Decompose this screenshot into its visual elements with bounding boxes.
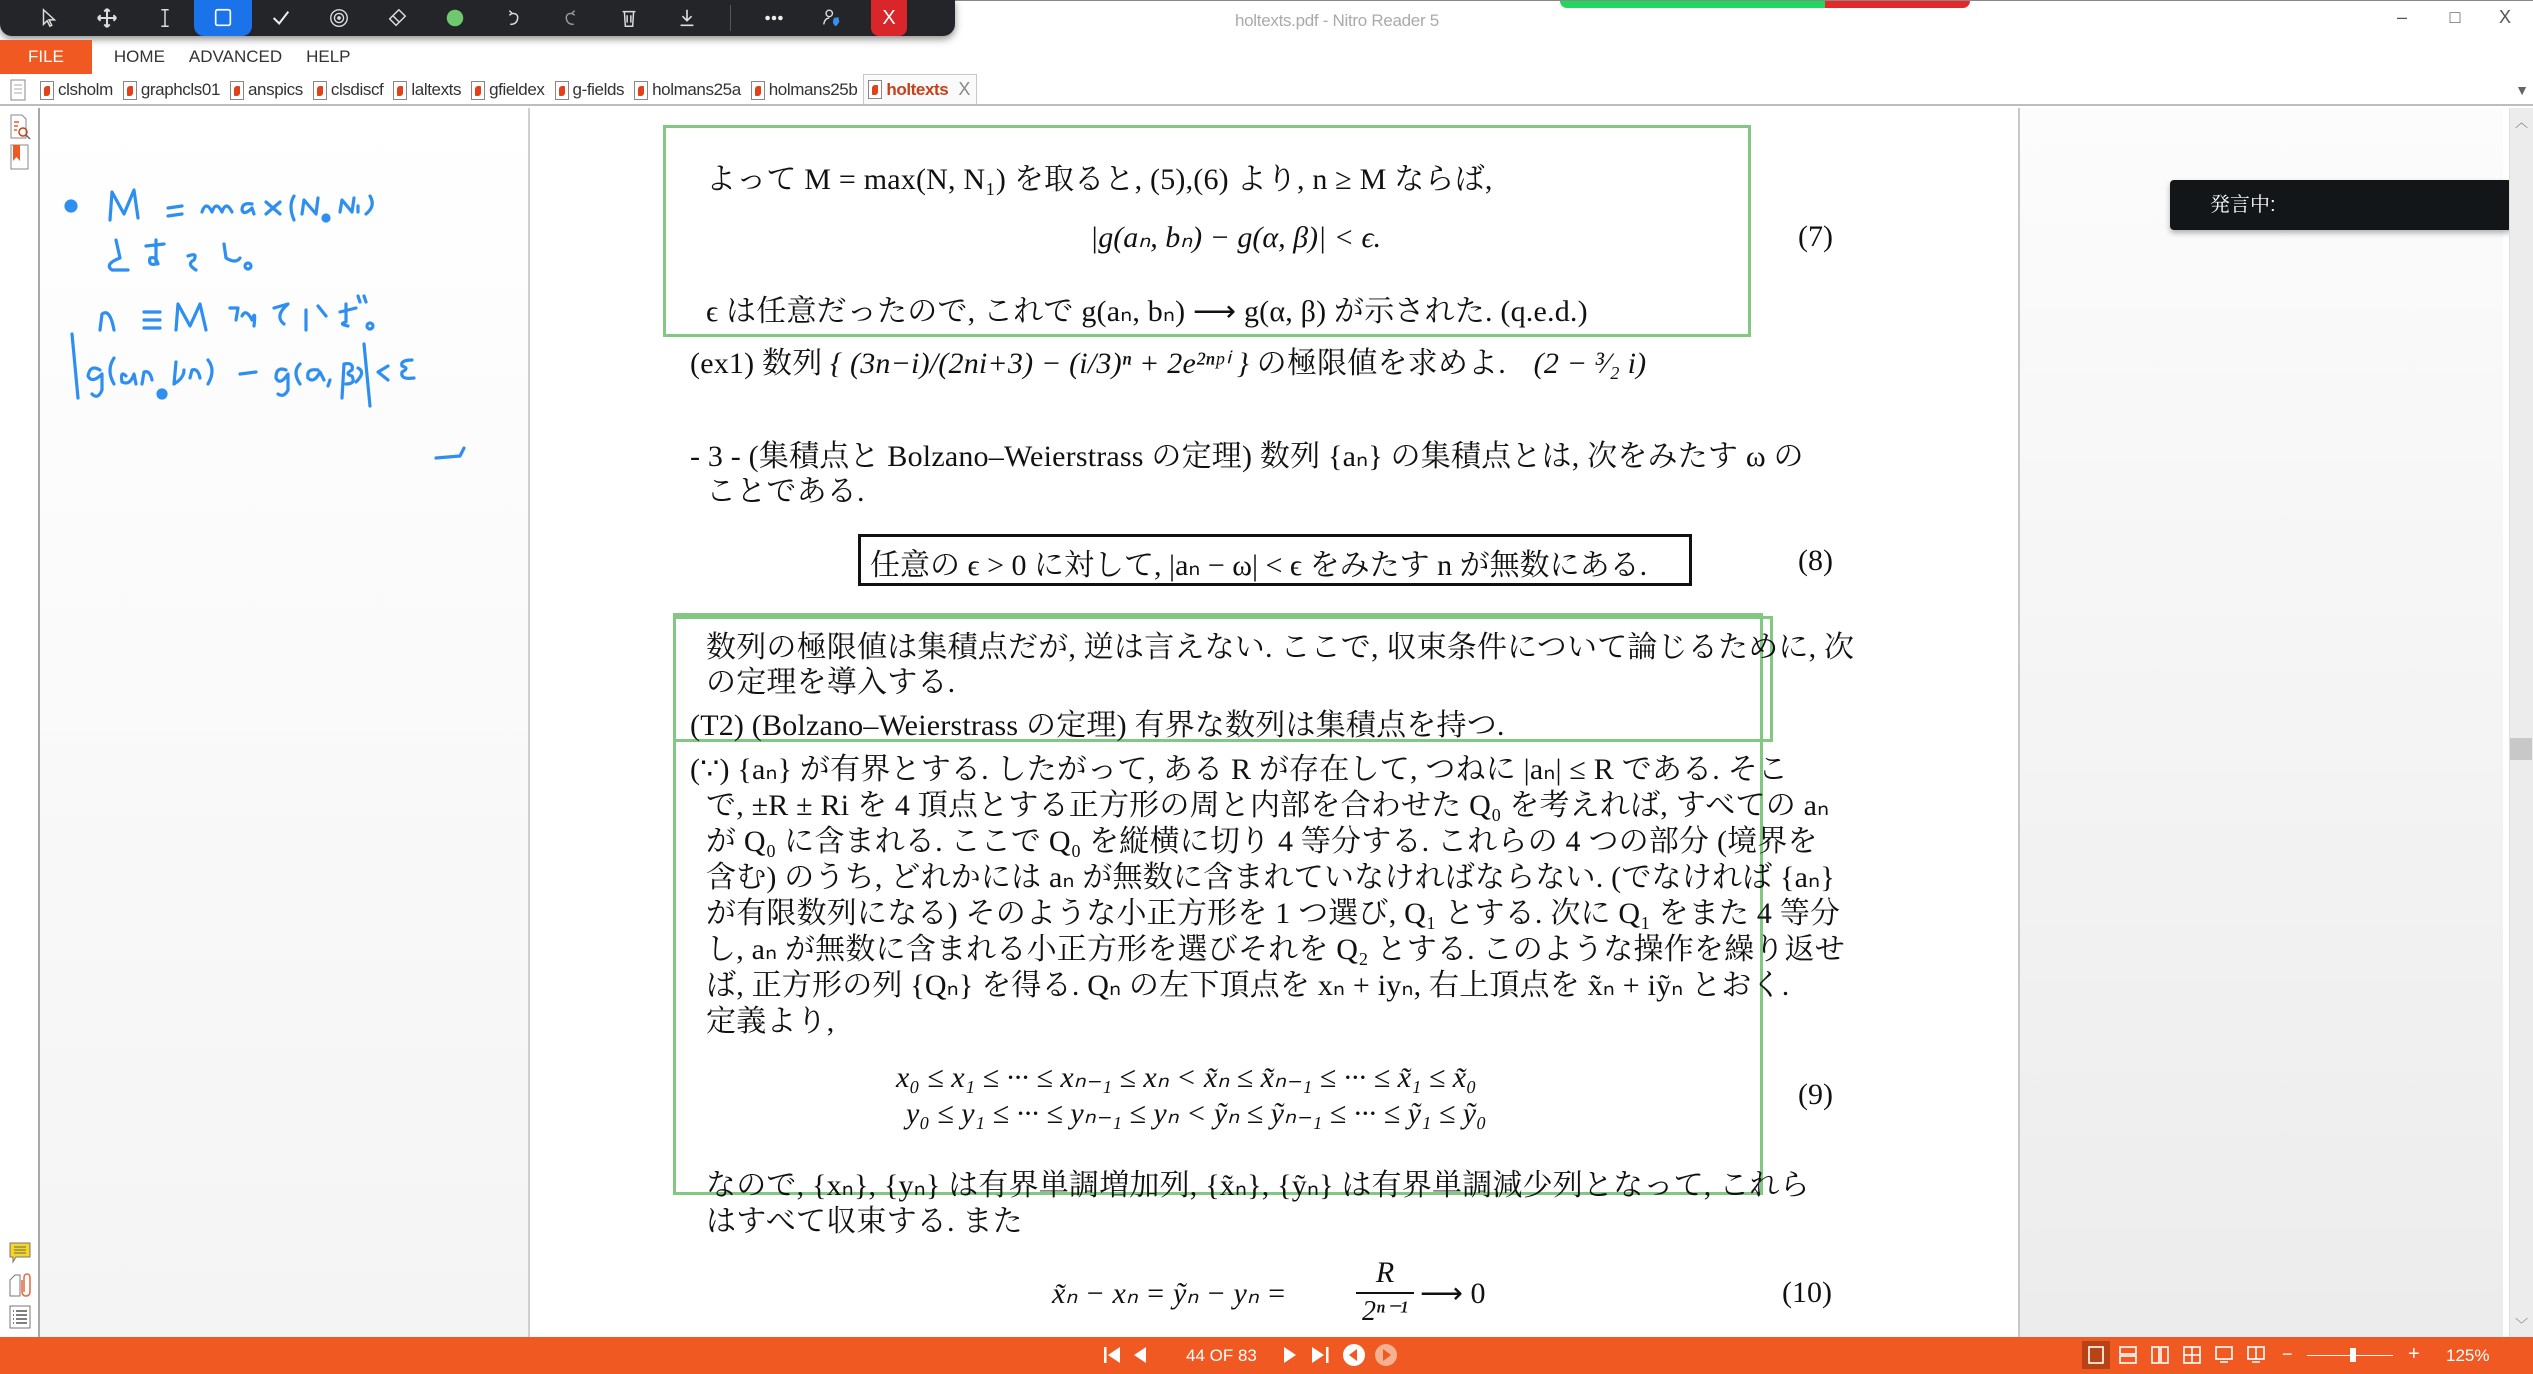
tab-label: holmans25a xyxy=(652,80,741,99)
proof-line-2: で, ±R ± Ri を 4 頂点とする正方形の周と内部を合わせた Q₀ を考えれば, すべての aₙ xyxy=(706,789,1830,822)
proof-line-7: ば, 正方形の列 {Qₙ} を得る. Qₙ の左下頂点を xₙ + iyₙ, 右上頂点を x̃ₙ + iỹₙ とおく. xyxy=(706,969,1790,1002)
undo-button[interactable] xyxy=(484,0,542,36)
facing-view-button[interactable] xyxy=(2146,1341,2174,1369)
pdf-file-icon xyxy=(471,81,485,100)
search-document-button[interactable] xyxy=(8,114,32,140)
tab-clsdiscf[interactable] xyxy=(309,76,390,104)
text-cursor-icon xyxy=(154,7,176,29)
eraser-tool-button[interactable] xyxy=(368,0,426,36)
attachments-button[interactable] xyxy=(8,1272,32,1298)
color-dot-icon xyxy=(444,7,466,29)
arrow-pointer-icon xyxy=(38,7,60,29)
section-3-line-2: ことである. xyxy=(706,475,865,508)
move-icon xyxy=(96,7,118,29)
paragraph-qed: ϵ は任意だったので, これで g(aₙ, bₙ) ⟶ g(α, β) が示された. (q.e.d.) xyxy=(706,295,1588,328)
window-close-button[interactable]: X xyxy=(2498,7,2511,27)
redo-button[interactable] xyxy=(542,0,600,36)
tab-graphcls01[interactable] xyxy=(119,76,226,104)
download-icon xyxy=(676,7,698,29)
zoom-in-button[interactable]: + xyxy=(2408,1343,2420,1365)
page-list-button[interactable] xyxy=(8,1304,32,1330)
equation-10-rhs: ⟶ 0 xyxy=(1420,1277,1486,1310)
paperclip-icon xyxy=(8,1272,32,1298)
document-viewport[interactable] xyxy=(530,108,2503,1337)
next-page-button[interactable] xyxy=(1282,1343,1300,1367)
zoom-level[interactable]: 125% xyxy=(2446,1346,2490,1365)
menu-advanced[interactable]: ADVANCED xyxy=(188,47,283,66)
minimize-button[interactable]: – xyxy=(2396,7,2407,27)
continuous-pages-icon xyxy=(2118,1345,2138,1365)
skip-last-icon xyxy=(1310,1344,1332,1366)
scroll-down-button[interactable]: ﹀ xyxy=(2515,1317,2529,1332)
facing-pages-icon xyxy=(2150,1345,2170,1365)
zoom-slider-thumb[interactable] xyxy=(2350,1348,2356,1362)
document-tab-strip xyxy=(0,76,2533,106)
exercise-1-prefix: (ex1) 数列 xyxy=(690,347,823,380)
theorem-t2: (T2) (Bolzano–Weierstrass の定理) 有界な数列は集積点を持つ. xyxy=(690,709,1505,742)
pdf-file-icon xyxy=(751,81,765,100)
rectangle-tool-button[interactable] xyxy=(194,0,252,36)
proof-line-5: が有限数列になる) そのような小正方形を 1 つ選び, Q₁ とする. 次に Q₁ をまた 4 等分 xyxy=(706,897,1841,930)
pdf-file-icon xyxy=(393,81,407,100)
toolbar-divider xyxy=(730,5,731,31)
status-bar xyxy=(0,1337,2533,1374)
delete-button[interactable] xyxy=(600,0,658,36)
single-page-icon xyxy=(2086,1345,2106,1365)
text-tool-button[interactable] xyxy=(136,0,194,36)
check-tool-button[interactable] xyxy=(252,0,310,36)
facing-continuous-view-button[interactable] xyxy=(2178,1341,2206,1369)
paragraph-3-line-2: の定理を導入する. xyxy=(706,666,956,699)
split-presentation-icon xyxy=(2246,1345,2266,1365)
pdf-file-icon xyxy=(230,81,244,100)
proof-line-4: 含む) のうち, どれかには aₙ が無数に含まれていなければならない. (でなければ {aₙ} xyxy=(706,861,1835,894)
more-icon xyxy=(763,7,785,29)
bookmark-icon xyxy=(8,144,32,170)
equation-9-line-1: x₀ ≤ x₁ ≤ ··· ≤ xₙ₋₁ ≤ xₙ < x̃ₙ ≤ x̃ₙ₋₁ ≤ ··· ≤ x̃₁ ≤ x̃₀ xyxy=(896,1061,1477,1094)
menu-file[interactable]: FILE xyxy=(0,40,92,74)
tab-gfieldex[interactable] xyxy=(467,76,550,104)
user-shield-icon xyxy=(821,7,843,29)
single-page-view-button[interactable] xyxy=(2082,1341,2110,1369)
scroll-up-button[interactable]: ︿ xyxy=(2515,115,2529,130)
tab-anspics[interactable] xyxy=(226,76,309,104)
scrollbar-thumb[interactable] xyxy=(2510,738,2532,760)
pdf-file-icon xyxy=(555,81,569,100)
equation-10-denominator: 2ⁿ⁻¹ xyxy=(1362,1296,1408,1327)
tab-label: g-fields xyxy=(572,80,625,99)
tab-label: anspics xyxy=(248,80,303,99)
equation-7: |g(aₙ, bₙ) − g(α, β)| < ϵ. xyxy=(1090,221,1382,254)
equation-9-line-2: y₀ ≤ y₁ ≤ ··· ≤ yₙ₋₁ ≤ yₙ < ỹₙ ≤ ỹₙ₋₁ ≤ ··· ≤ ỹ₁ ≤ ỹ₀ xyxy=(906,1097,1487,1130)
document-list-icon xyxy=(10,79,26,101)
maximize-button[interactable]: □ xyxy=(2449,7,2461,27)
undo-icon xyxy=(502,7,524,29)
tab-laltexts[interactable] xyxy=(389,76,467,104)
equation-8: 任意の ϵ > 0 に対して, |aₙ − ω| < ϵ をみたす n が無数にある. xyxy=(870,549,1648,582)
more-button[interactable] xyxy=(745,0,803,36)
vertical-scrollbar[interactable] xyxy=(2509,108,2533,1337)
rectangle-icon xyxy=(212,7,234,29)
triangle-left-icon xyxy=(1130,1344,1148,1366)
select-tool-button[interactable] xyxy=(20,0,78,36)
check-icon xyxy=(270,7,292,29)
progress-bar-red xyxy=(1825,1,1970,8)
pan-tool-button[interactable] xyxy=(78,0,136,36)
proof-line-1: (∵) {aₙ} が有界とする. したがって, ある R が存在して, つねに |aₙ| ≤ R である. そこ xyxy=(690,753,1789,786)
tab-label: clsholm xyxy=(58,80,113,99)
proof-line-6: し, aₙ が無数に含まれる小正方形を選びそれを Q₂ とする. このような操作を繰り返せ xyxy=(706,933,1845,966)
triangle-right-icon xyxy=(1282,1344,1300,1366)
paragraph-3-line-1: 数列の極限値は集積点だが, 逆は言えない. ここで, 収束条件について論じるために, 次 xyxy=(706,631,1855,664)
laser-tool-button[interactable] xyxy=(310,0,368,36)
annotation-toolbar xyxy=(0,0,955,36)
exercise-1-answer: (2 − ³⁄₂ i) xyxy=(1533,347,1647,380)
equation-10-lhs: x̃ₙ − xₙ = ỹₙ − yₙ = xyxy=(1052,1277,1287,1310)
back-circle-icon xyxy=(1342,1343,1366,1367)
back-view-button[interactable] xyxy=(1342,1343,1366,1367)
tab-label: gfieldex xyxy=(489,80,545,99)
download-button[interactable] xyxy=(658,0,716,36)
pdf-page xyxy=(530,108,2020,1337)
tab-holtexts[interactable] xyxy=(863,74,977,104)
split-presentation-view-button[interactable] xyxy=(2242,1341,2270,1369)
exercise-1-expression: { (3n−i)/(2ni+3) − (i/3)ⁿ + 2e²ⁿᵖⁱ } xyxy=(830,347,1249,380)
pdf-file-icon xyxy=(868,80,882,99)
handwritten-notes-panel[interactable] xyxy=(40,108,530,1337)
presentation-view-button[interactable] xyxy=(2210,1341,2238,1369)
user-button[interactable] xyxy=(803,0,861,36)
tab-label: holmans25b xyxy=(768,80,858,99)
color-picker-button[interactable] xyxy=(426,0,484,36)
comment-icon xyxy=(8,1240,32,1266)
pdf-file-icon xyxy=(123,81,137,100)
skip-first-icon xyxy=(1102,1344,1124,1366)
last-page-button[interactable] xyxy=(1310,1343,1332,1367)
equation-number-9: (9) xyxy=(1798,1078,1833,1111)
continuous-view-button[interactable] xyxy=(2114,1341,2142,1369)
tab-label: clsdiscf xyxy=(330,80,384,99)
previous-page-button[interactable] xyxy=(1130,1343,1148,1367)
presentation-icon xyxy=(2214,1345,2234,1365)
pdf-file-icon xyxy=(634,81,648,100)
tab-label: holtexts xyxy=(886,79,949,99)
trash-icon xyxy=(618,7,640,29)
tab-clsholm[interactable] xyxy=(36,76,119,104)
left-icon-rail xyxy=(0,108,40,1337)
document-search-icon xyxy=(8,114,32,140)
handwriting-ink xyxy=(40,108,530,508)
laser-icon xyxy=(328,7,350,29)
tab-list-button[interactable] xyxy=(0,76,36,104)
comments-button[interactable] xyxy=(8,1240,32,1266)
window-title: holtexts.pdf - Nitro Reader 5 xyxy=(1235,11,1439,30)
tab-label: graphcls01 xyxy=(140,80,220,99)
tab-label: laltexts xyxy=(411,80,462,99)
close-icon: X xyxy=(882,6,896,29)
exercise-1-suffix: の極限値を求めよ. xyxy=(1256,347,1506,380)
eraser-icon xyxy=(386,7,408,29)
exercise-1 xyxy=(690,338,1646,382)
tab-overflow-button[interactable]: ▼ xyxy=(2515,82,2529,98)
equation-number-10: (10) xyxy=(1782,1276,1832,1309)
page-gutter xyxy=(2020,108,2503,1337)
forward-circle-icon xyxy=(1374,1343,1398,1367)
forward-view-button[interactable] xyxy=(1374,1343,1398,1367)
paragraph-conclusion: よって M = max(N, N₁) を取ると, (5),(6) より, n ≥ M ならば, xyxy=(706,163,1493,196)
proof-line-8: 定義より, xyxy=(706,1005,835,1038)
zoom-out-button[interactable]: − xyxy=(2282,1344,2293,1364)
list-icon xyxy=(8,1304,32,1330)
toolbar-close-button[interactable] xyxy=(871,0,907,36)
paragraph-4-line-2: はすべて収束する. また xyxy=(706,1205,1023,1238)
speaking-indicator-popup: 発言中: xyxy=(2170,180,2512,230)
tab-close-button[interactable]: X xyxy=(958,79,970,99)
menu-bar xyxy=(0,40,2533,74)
equation-10-numerator: R xyxy=(1375,1256,1395,1289)
progress-bar-green xyxy=(1560,1,1825,8)
tab-holmans25b[interactable] xyxy=(747,76,864,104)
equation-number-8: (8) xyxy=(1798,544,1833,577)
pdf-file-icon xyxy=(313,81,327,100)
menu-home[interactable]: HOME xyxy=(113,47,165,66)
page-indicator[interactable]: 44 OF 83 xyxy=(1186,1346,1257,1365)
equation-number-7: (7) xyxy=(1798,220,1833,253)
bookmarks-button[interactable] xyxy=(8,144,32,170)
paragraph-4-line-1: なので, {xₙ}, {yₙ} は有界単調増加列, {x̃ₙ}, {ỹₙ} は有界単調減少列となって, これら xyxy=(706,1169,1810,1202)
redo-icon xyxy=(560,7,582,29)
section-3-heading: - 3 - (集積点と Bolzano–Weierstrass の定理) 数列 {aₙ} の集積点とは, 次をみたす ω の xyxy=(690,440,1804,473)
first-page-button[interactable] xyxy=(1102,1343,1124,1367)
proof-line-3: が Q₀ に含まれる. ここで Q₀ を縦横に切り 4 等分する. これらの 4 つの部分 (境界を xyxy=(706,825,1818,858)
menu-help[interactable]: HELP xyxy=(306,47,351,66)
tab-holmans25a[interactable] xyxy=(630,76,747,104)
tab-g-fields[interactable] xyxy=(551,76,631,104)
pdf-file-icon xyxy=(40,81,54,100)
grid-pages-icon xyxy=(2182,1345,2202,1365)
